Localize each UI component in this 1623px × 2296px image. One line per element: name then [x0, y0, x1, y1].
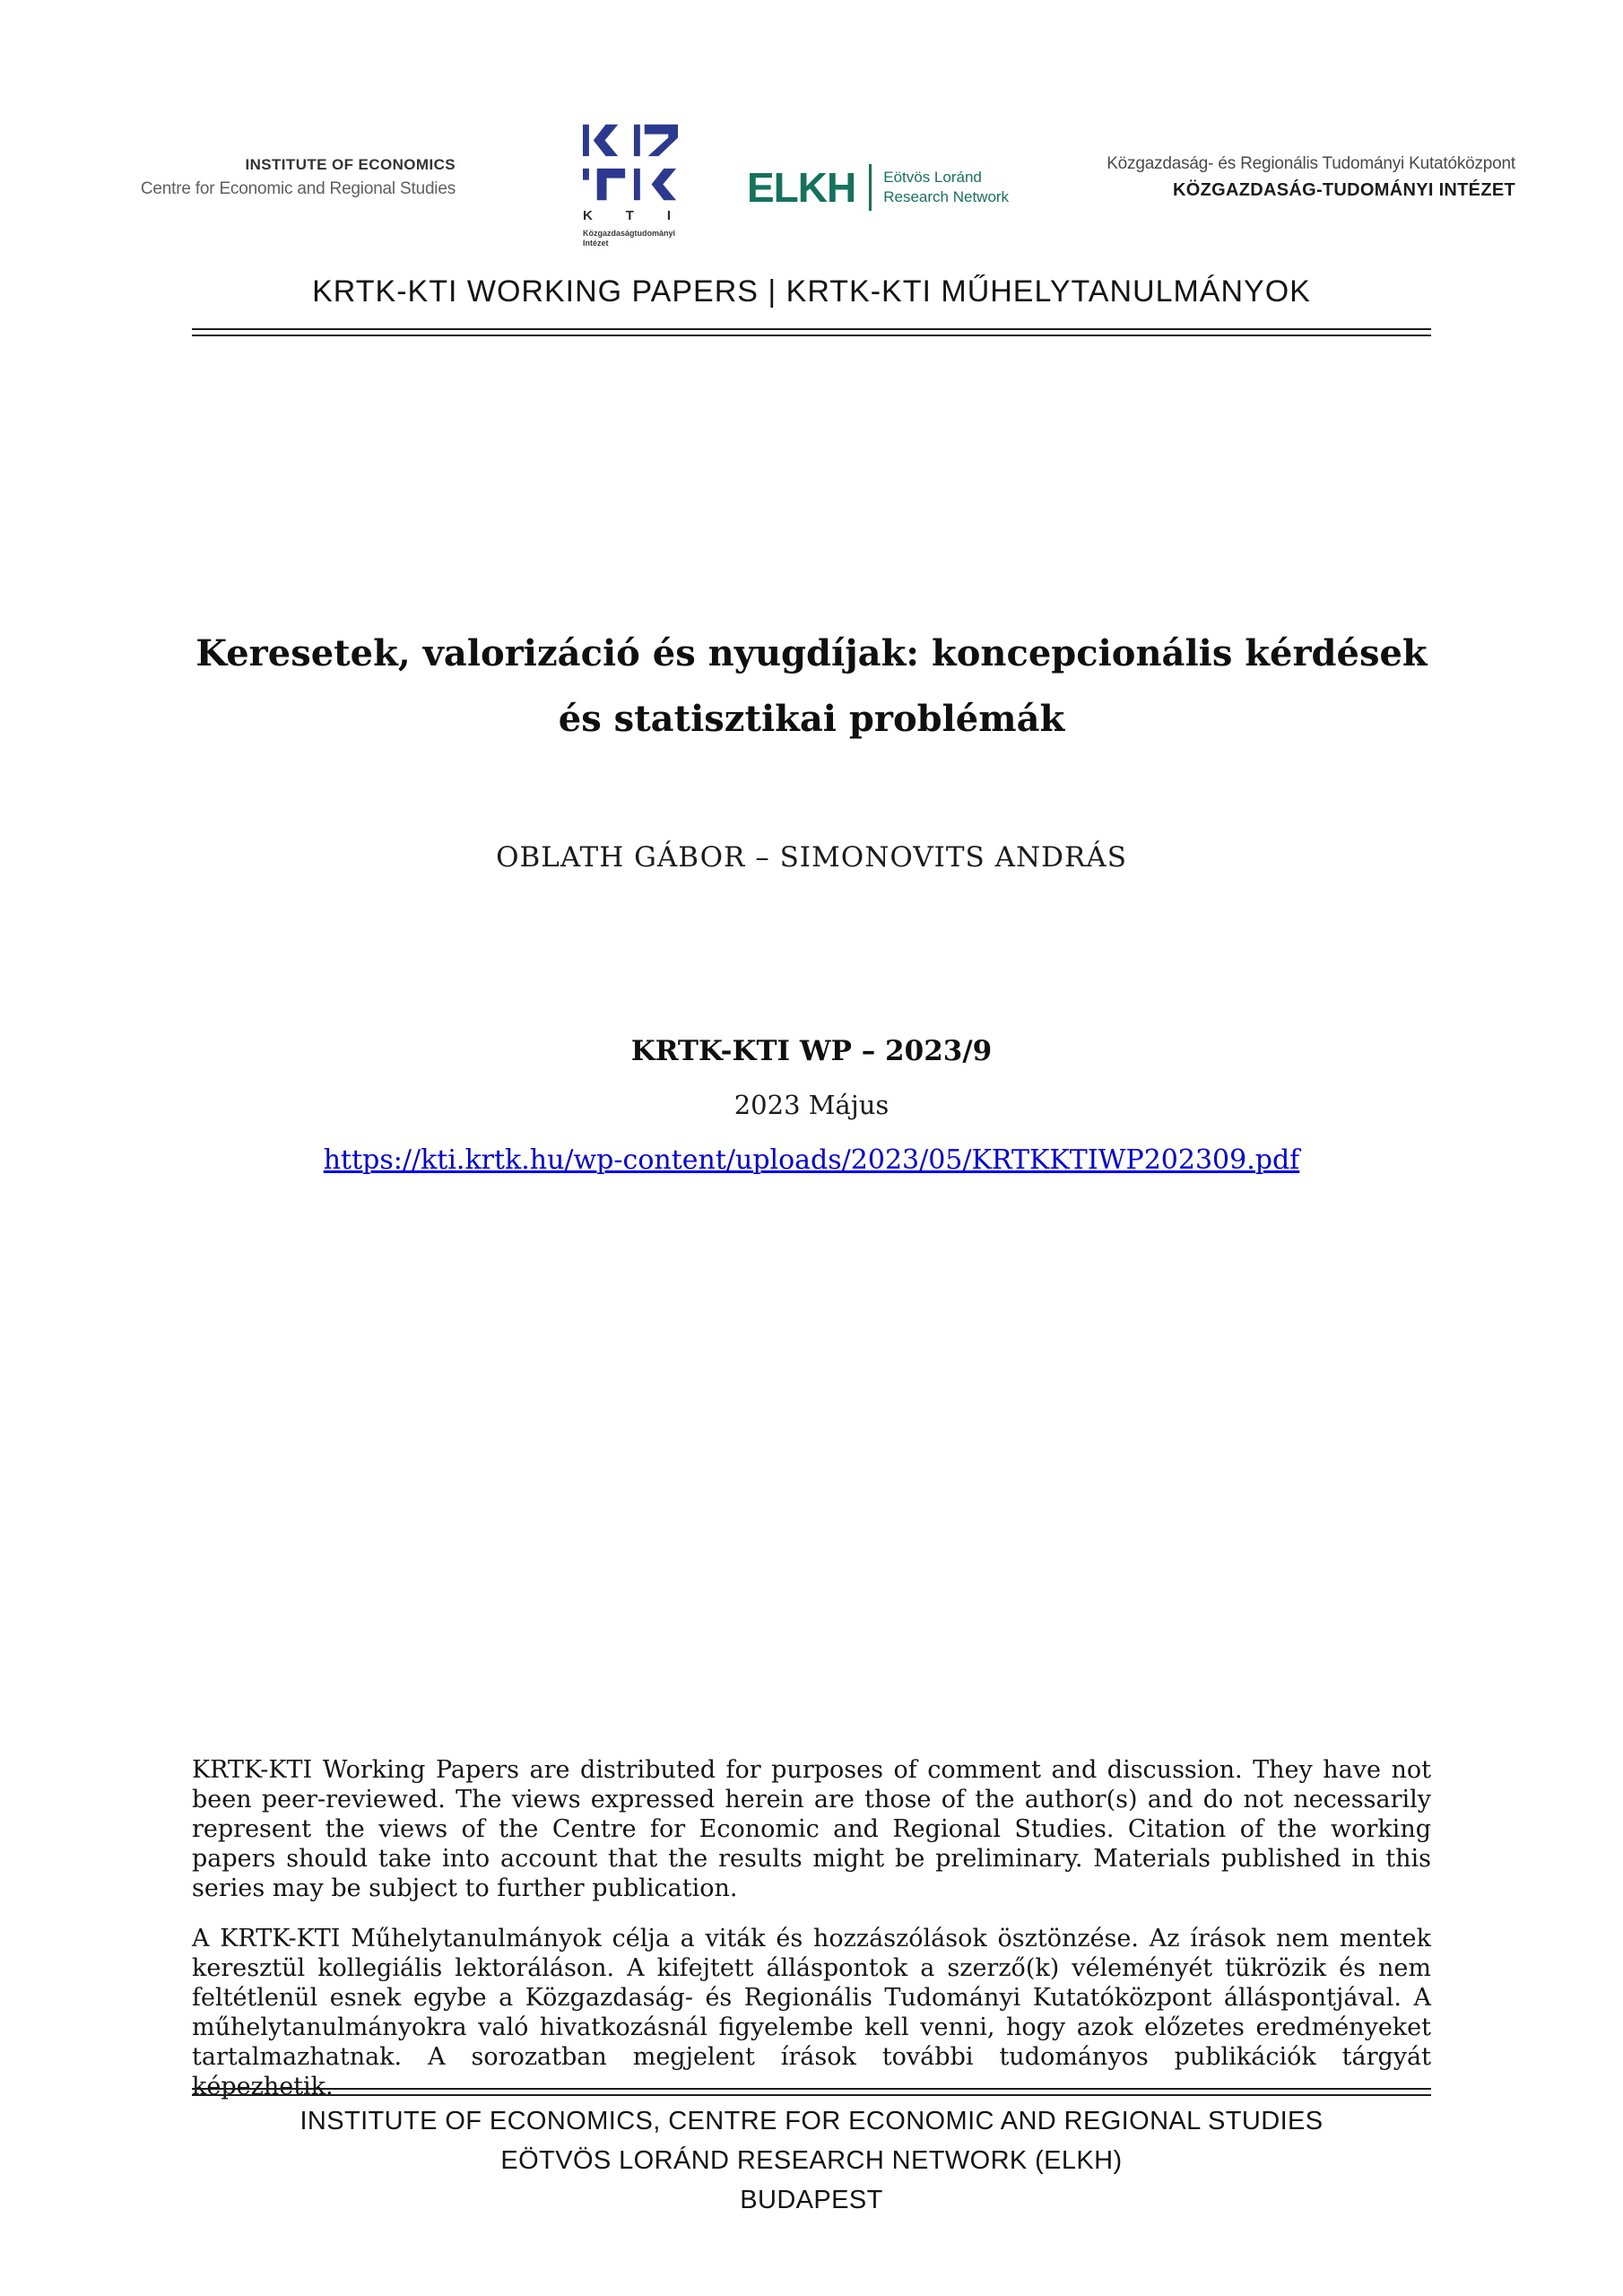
disclaimer-block [192, 1755, 1431, 2101]
disclaimer-english: KRTK-KTI Working Papers are distributed for purposes of comment and discussion. They have not been peer-reviewed. The views expressed herein are those of the author(s) and do not necessarily represent the views of the Centre for Economic and Regional Studies. Citation of the working papers should take into account that the results might be preliminary. Materials published in this series may be subject to further publication. [192, 1756, 1431, 1902]
krtk-subtext-line2: Intézet [583, 239, 609, 248]
footer-city-line: BUDAPEST [740, 2186, 883, 2214]
disclaimer-hungarian: A KRTK-KTI Műhelytanulmányok célja a viták és hozzászólások ösztönzése. Az írások nem mentek keresztül kollegiális lektoráláson. A kifejtett álláspontok a szerző(k) véleményét tükrözik és nem feltétlenül esnek egybe a Közgazdaság- és Regionális Tudományi Kutatóközpont álláspontjával. A műhelytanulmányokra való hivatkozásnál figyelembe kell venni, hogy azok előzetes eredményeket tartalmazhatnak. A sorozatban megjelent írások további tudományos publikációk tárgyát képezhetik. [192, 1925, 1431, 2100]
elkh-acronym: ELKH [747, 164, 856, 211]
paper-title-line1: Keresetek, valorizáció és nyugdíjak: koncepcionális kérdések [195, 632, 1428, 674]
footer-institute-line: INSTITUTE OF ECONOMICS, CENTRE FOR ECONOMIC AND REGIONAL STUDIES [299, 2107, 1324, 2135]
krtk-letter-t: T [625, 208, 634, 223]
krtk-kti-logo [583, 124, 683, 248]
institute-left-name: INSTITUTE OF ECONOMICS [245, 156, 456, 173]
krtk-letter-k: K [583, 208, 593, 223]
paper-title [103, 621, 1520, 752]
working-paper-number: KRTK-KTI WP – 2023/9 [630, 1035, 993, 1067]
institute-right-name: KÖZGAZDASÁG-TUDOMÁNYI INTÉZET [1172, 180, 1515, 200]
institute-right-block [977, 154, 1515, 201]
institute-left-block [106, 156, 456, 199]
elkh-logo [747, 164, 1009, 211]
elkh-network-line2: Research Network [883, 188, 1010, 205]
institute-right-centre: Közgazdaság- és Regionális Tudományi Kutatóközpont [1107, 154, 1515, 173]
paper-url-link[interactable]: https://kti.krtk.hu/wp-content/uploads/2023/05/KRTKKTIWP202309.pdf [323, 1144, 1300, 1176]
publication-date: 2023 Május [733, 1090, 890, 1120]
paper-title-line2: és statisztikai problémák [558, 698, 1065, 740]
elkh-network-line1: Eötvös Loránd [883, 169, 982, 186]
krtk-logo-mark-icon [583, 124, 680, 201]
institute-left-centre: Centre for Economic and Regional Studies [140, 179, 456, 198]
elkh-divider [869, 164, 872, 211]
top-divider-rule [192, 328, 1431, 336]
footer-institution-block [103, 2101, 1520, 2220]
krtk-kti-letters [583, 208, 671, 223]
footer-network-line: EÖTVÖS LORÁND RESEARCH NETWORK (ELKH) [500, 2146, 1123, 2175]
paper-url-wrap [103, 1144, 1520, 1176]
krtk-letter-i: I [666, 208, 671, 223]
series-banner: KRTK-KTI WORKING PAPERS | KRTK-KTI MŰHELYTANULMÁNYOK [312, 274, 1311, 309]
bottom-divider-rule [192, 2088, 1431, 2096]
krtk-subtext-line1: Közgazdaságtudományi [583, 229, 676, 238]
authors: OBLATH GÁBOR – SIMONOVITS ANDRÁS [496, 841, 1127, 874]
krtk-logo-subtext [583, 229, 683, 248]
